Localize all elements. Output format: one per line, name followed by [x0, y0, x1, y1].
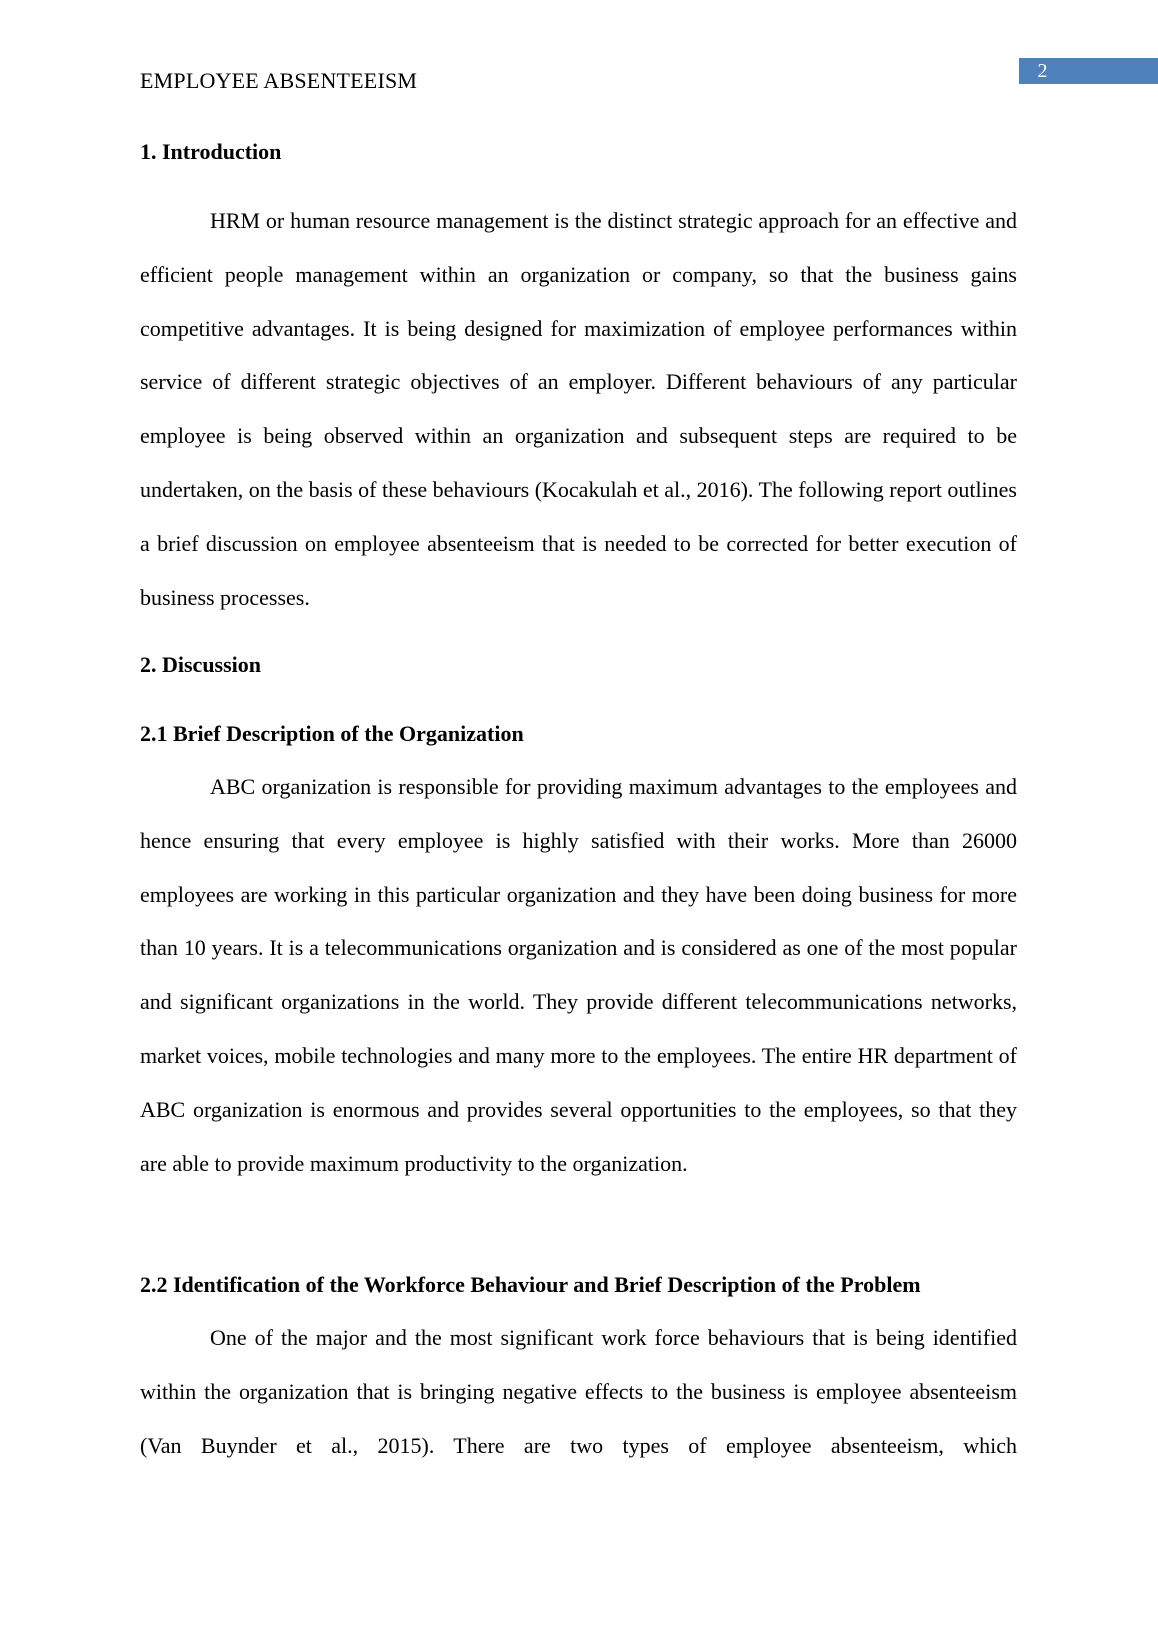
organization-heading: 2.1 Brief Description of the Organization	[140, 721, 524, 746]
page-number: 2	[1037, 60, 1048, 82]
page-number-badge	[1019, 58, 1158, 84]
introduction-heading: 1. Introduction	[140, 139, 282, 164]
running-header: EMPLOYEE ABSENTEEISM	[140, 68, 418, 93]
introduction-paragraph: HRM or human resource management is the distinct strategic approach for an effective and efficient people management within an organization or company, so that the business gains competitive advantages. It is being designed for maximization of employee performances within service of different strategic objectives of an employer. Different behaviours of any particular employee is being observed within an organization and subsequent steps are required to be undertaken, on the basis of these behaviours (Kocakulah et al., 2016). The following report outlines a brief discussion on employee absenteeism that is needed to be corrected for better execution of business processes.	[140, 208, 1017, 610]
organization-paragraph: ABC organization is responsible for providing maximum advantages to the employees and hence ensuring that every employee is highly satisfied with their works. More than 26000 employees are working in this particular organization and they have been doing business for more than 10 years. It is a telecommunications organization and is considered as one of the most popular and significant organizations in the world. They provide different telecommunications networks, market voices, mobile technologies and many more to the employees. The entire HR department of ABC organization is enormous and provides several opportunities to the employees, so that they are able to provide maximum productivity to the organization.	[140, 774, 1017, 1176]
discussion-heading: 2. Discussion	[140, 652, 262, 677]
workforce-paragraph: One of the major and the most significant work force behaviours that is being identified within the organization that is bringing negative effects to the business is employee absenteeism (Van Buynder et al., 2015). There are two types of employee absenteeism, which	[140, 1325, 1017, 1458]
workforce-heading: 2.2 Identification of the Workforce Behaviour and Brief Description of the Problem	[140, 1272, 921, 1297]
